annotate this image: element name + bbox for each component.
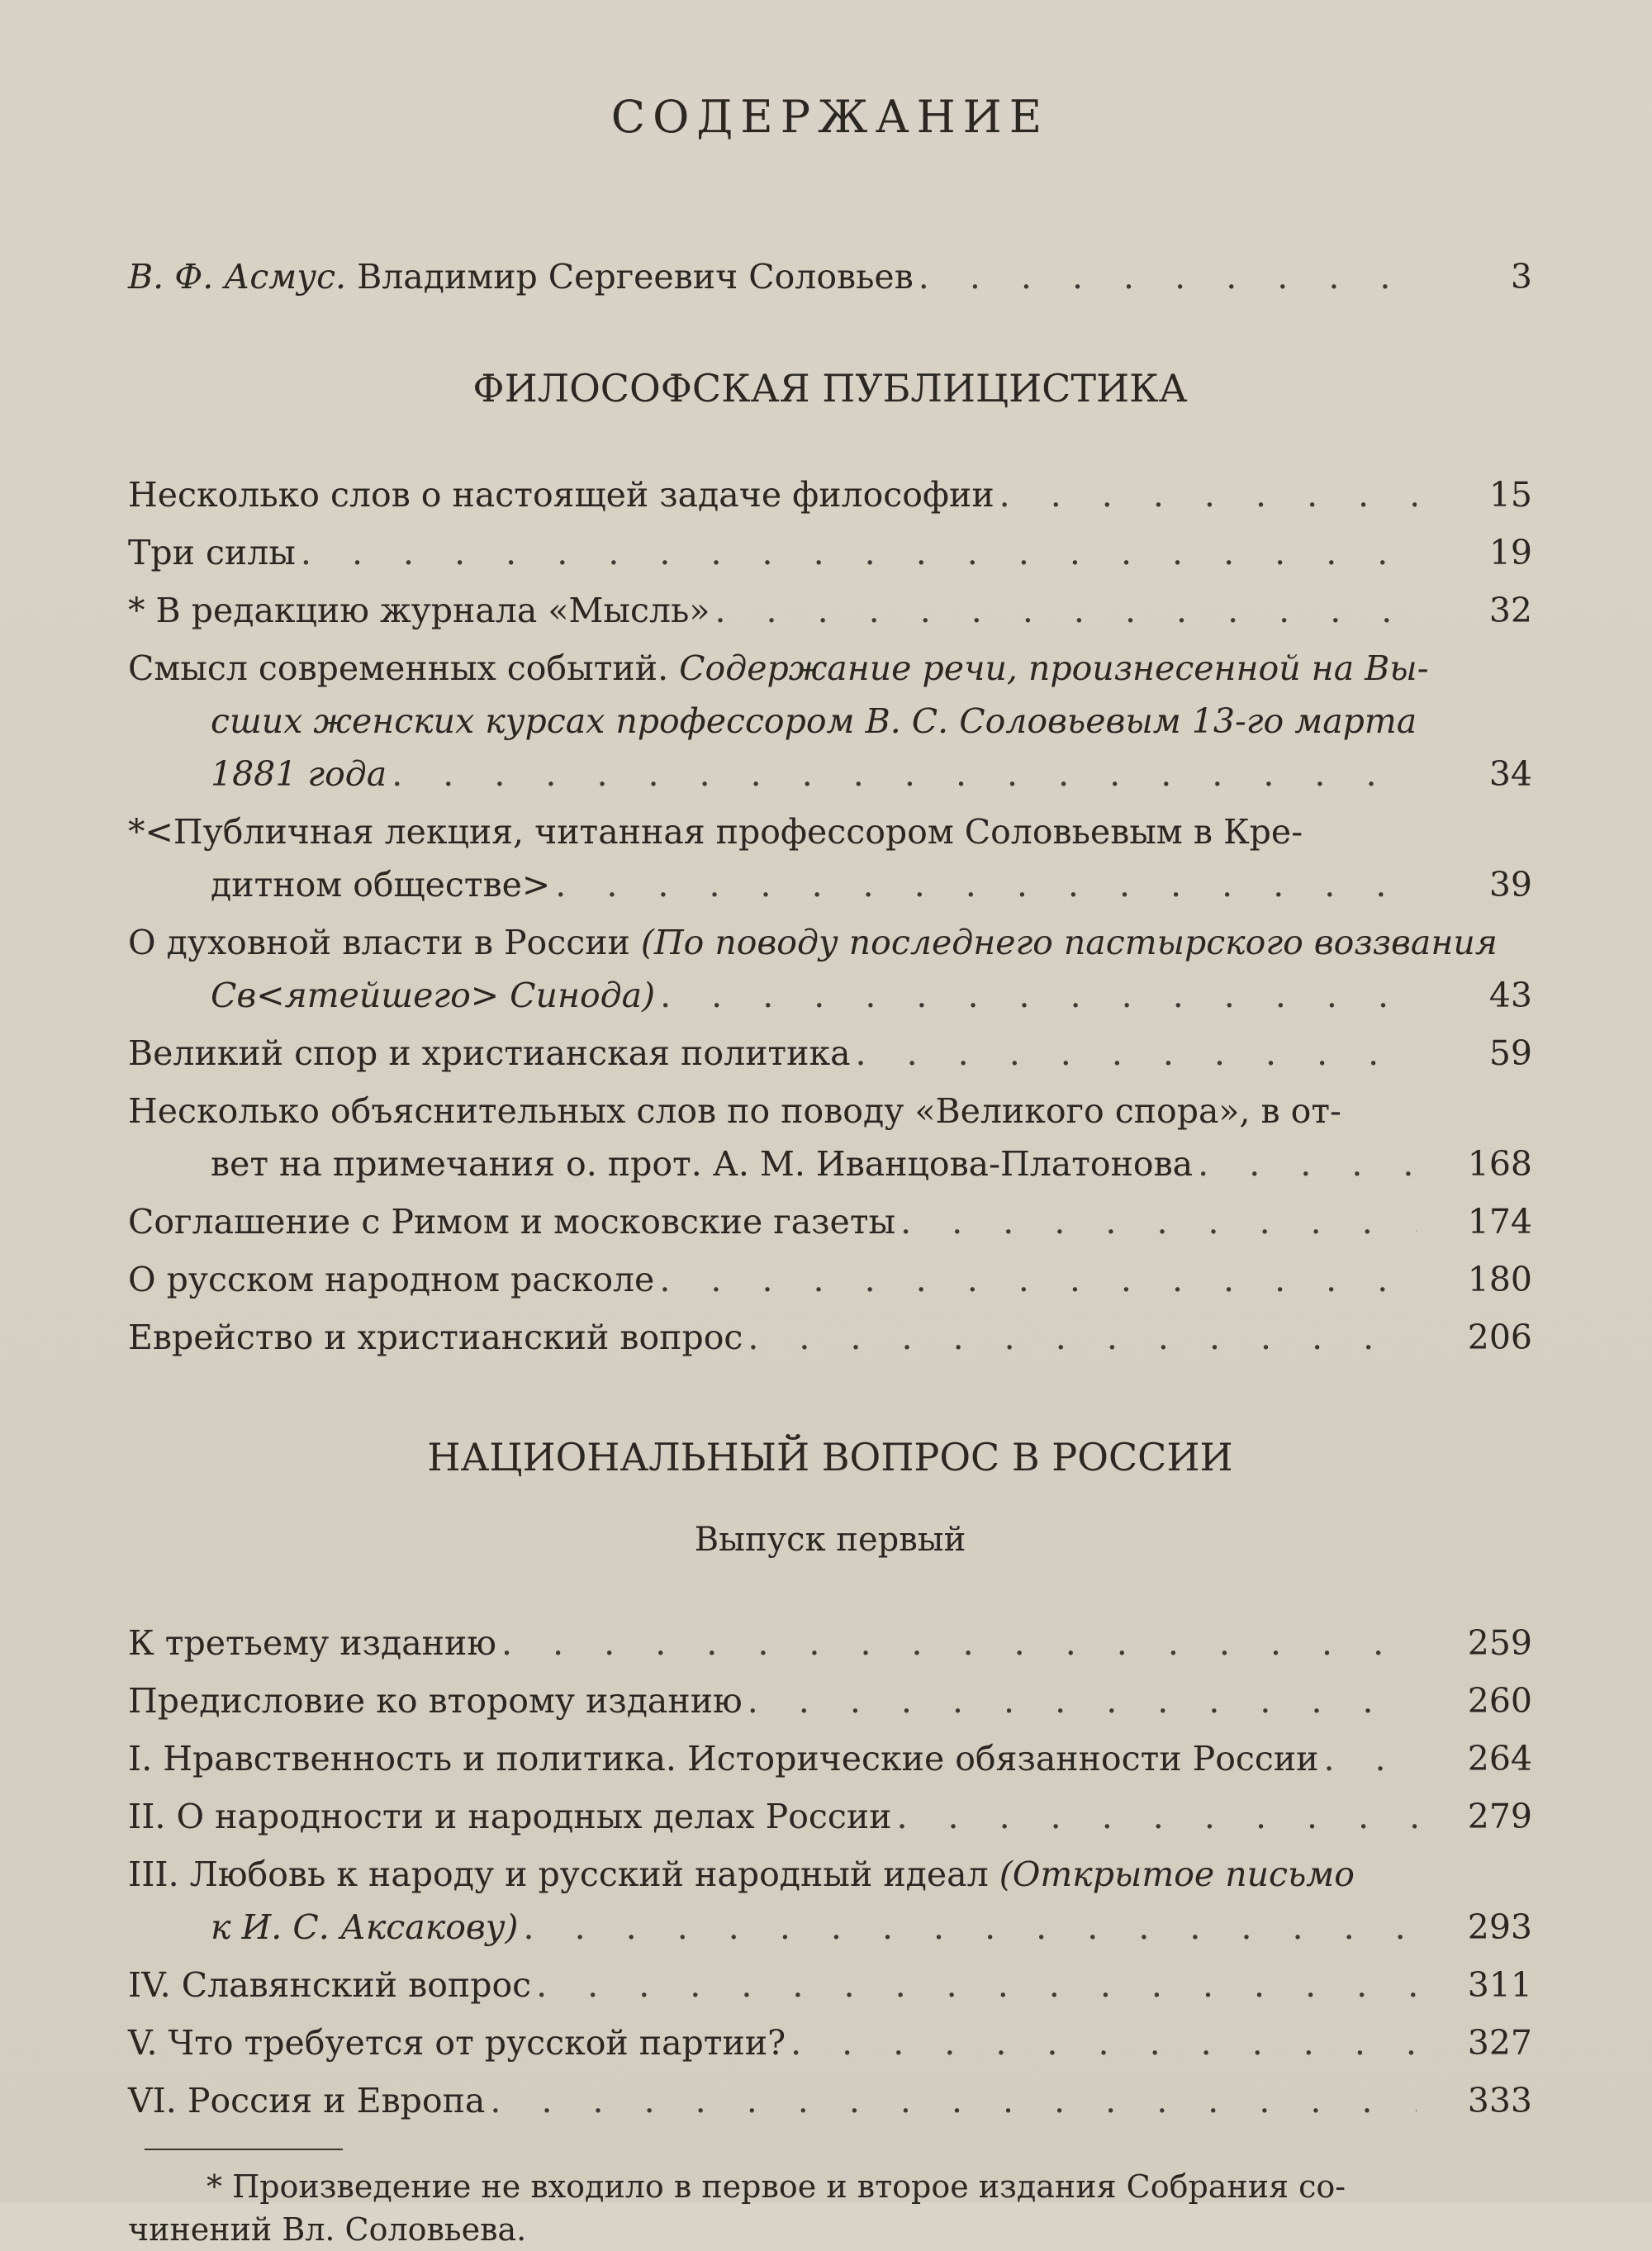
footnote <box>128 2165 1532 2251</box>
entry-subtitle: Содержание речи, произнесенной на Вы- <box>679 648 1429 688</box>
entry-title: О русском народном расколе <box>128 1260 655 1299</box>
section-entries <box>128 468 1532 1364</box>
entry-title: О духовной власти в России <box>128 923 630 962</box>
leader-dots <box>748 1311 1417 1364</box>
entry-title: II. О народности и народных делах России <box>128 1797 892 1836</box>
entry-title: Владимир Сергеевич Соловьев <box>357 257 914 297</box>
entry-line: вет на примечания о. прот. А. М. Иванцова-Платонова <box>211 1144 1194 1184</box>
toc-entry <box>128 1253 1532 1306</box>
leader-dots <box>1198 1137 1417 1190</box>
leader-dots <box>856 1027 1417 1080</box>
page-number: 180 <box>1467 1260 1532 1299</box>
leader-dots <box>524 1901 1417 1954</box>
toc-entry <box>128 584 1532 637</box>
entry-title: III. Любовь к народу и русский народный идеал <box>128 1854 989 1894</box>
toc-entry <box>128 642 1532 800</box>
toc-entry <box>128 526 1532 579</box>
toc-entry <box>128 1311 1532 1364</box>
entry-line: 1881 года <box>211 754 387 794</box>
leader-dots <box>660 969 1417 1022</box>
entry-title: IV. Славянский вопрос <box>128 1965 532 2005</box>
entry-line: дитном обществе> <box>211 865 551 905</box>
leader-dots <box>392 748 1417 800</box>
section-title: ФИЛОСОФСКАЯ ПУБЛИЦИСТИКА <box>472 366 1188 411</box>
entry-line <box>128 916 1532 969</box>
leader-dots <box>999 468 1417 521</box>
page-number: 311 <box>1467 1965 1532 2005</box>
toc-entry <box>128 1732 1532 1785</box>
toc-entry <box>128 1195 1532 1248</box>
page-number: 19 <box>1488 533 1532 572</box>
footnote-line: * Произведение не входило в первое и второе издания Собрания со- <box>206 2168 1346 2205</box>
subsection-title: Выпуск первый <box>694 1521 966 1559</box>
toc-entry <box>128 1617 1532 1669</box>
leader-dots <box>555 858 1417 911</box>
page-number: 259 <box>1467 1623 1532 1663</box>
footnote-divider <box>145 2149 343 2150</box>
page-number: 168 <box>1467 1144 1532 1184</box>
toc-entry <box>128 1848 1532 1954</box>
toc-entry <box>128 468 1532 521</box>
entry-line <box>128 642 1532 695</box>
toc-entry-intro <box>128 250 1532 303</box>
leader-dots <box>790 2016 1417 2069</box>
page-number: 279 <box>1467 1797 1532 1836</box>
toc-entry <box>128 805 1532 911</box>
entry-title: Несколько слов о настоящей задаче философии <box>128 475 995 515</box>
page-number: 260 <box>1467 1681 1532 1721</box>
leader-dots <box>919 250 1417 303</box>
page-number: 293 <box>1467 1907 1532 1947</box>
page-number: 333 <box>1467 2081 1532 2120</box>
entry-label <box>128 250 919 303</box>
page-number: 43 <box>1488 976 1532 1015</box>
footnote-line: чинений Вл. Соловьева. <box>128 2211 527 2248</box>
entry-title: К третьему изданию <box>128 1623 496 1663</box>
section-entries <box>128 1617 1532 2127</box>
entry-title: *<Публичная лекция, читанная профессором Соловьевым в Кре- <box>128 812 1303 852</box>
leader-dots <box>301 526 1417 579</box>
entry-line: сших женских курсах профессором В. С. Соловьевым 13-го марта <box>211 701 1417 741</box>
toc-entry <box>128 1959 1532 2011</box>
leader-dots <box>536 1959 1417 2011</box>
entry-title: Три силы <box>128 533 296 572</box>
leader-dots <box>900 1195 1417 1248</box>
entry-line <box>128 1848 1532 1901</box>
entry-title: I. Нравственность и политика. Исторические обязанности России <box>128 1739 1319 1778</box>
page-number: 39 <box>1488 865 1532 905</box>
entry-line: Св<ятейшего> Синода) <box>211 976 656 1015</box>
leader-dots <box>714 584 1417 637</box>
page-number: 327 <box>1467 2023 1532 2063</box>
toc-entry <box>128 2074 1532 2127</box>
toc-entry <box>128 1085 1532 1190</box>
page-number: 59 <box>1488 1033 1532 1073</box>
leader-dots <box>490 2074 1417 2127</box>
page-number: 264 <box>1467 1739 1532 1778</box>
toc-entry <box>128 1790 1532 1843</box>
page-number: 15 <box>1488 475 1532 515</box>
section-title: НАЦИОНАЛЬНЫЙ ВОПРОС В РОССИИ <box>427 1435 1233 1479</box>
toc-entry <box>128 2016 1532 2069</box>
toc-entry <box>128 1674 1532 1727</box>
entry-title: Несколько объяснительных слов по поводу «Великого спора», в от- <box>128 1091 1341 1131</box>
entry-title: Великий спор и христианская политика <box>128 1033 851 1073</box>
leader-dots <box>748 1674 1417 1727</box>
entry-title: Еврейство и христианский вопрос <box>128 1318 743 1357</box>
entry-title: Смысл современных событий. <box>128 648 669 688</box>
toc-entry <box>128 1027 1532 1080</box>
entry-line: к И. С. Аксакову) <box>211 1907 519 1947</box>
page-number: 32 <box>1488 591 1532 630</box>
entry-title: V. Что требуется от русской партии? <box>128 2023 786 2063</box>
page-number: 34 <box>1488 754 1532 794</box>
entry-title: Предисловие ко второму изданию <box>128 1681 743 1721</box>
leader-dots <box>501 1617 1417 1669</box>
entry-subtitle: (Открытое письмо <box>999 1854 1355 1894</box>
page-number: 174 <box>1467 1202 1532 1242</box>
page-number: 206 <box>1467 1318 1532 1357</box>
leader-dots <box>1323 1732 1417 1785</box>
entry-author: В. Ф. Асмус. <box>128 257 347 297</box>
entry-title: VI. Россия и Европа <box>128 2081 486 2120</box>
page-title: СОДЕРЖАНИЕ <box>610 91 1050 143</box>
toc-content <box>128 91 1532 2251</box>
entry-subtitle: (По поводу последнего пастырского воззвания <box>640 923 1498 962</box>
leader-dots <box>659 1253 1417 1306</box>
toc-entry <box>128 916 1532 1022</box>
page-number: 3 <box>1510 257 1532 297</box>
entry-title: * В редакцию журнала «Мысль» <box>128 591 710 630</box>
leader-dots <box>896 1790 1417 1843</box>
entry-title: Соглашение с Римом и московские газеты <box>128 1202 896 1242</box>
